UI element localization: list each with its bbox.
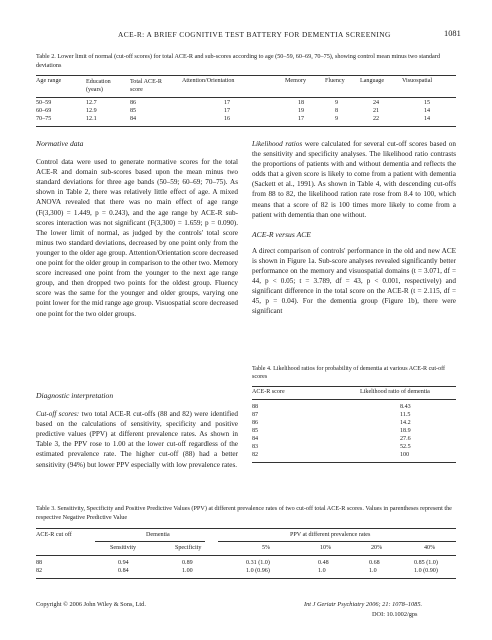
- normative-heading: Normative data: [36, 139, 84, 148]
- t3-dementia-underline: [95, 541, 205, 542]
- copyright: Copyright © 2006 John Wiley & Sons, Ltd.: [36, 601, 146, 608]
- t2-cell: 18: [298, 100, 305, 106]
- table3-mid-rule: [36, 555, 456, 556]
- lr-label: Likelihood ratios: [252, 140, 303, 148]
- t4-h-lr: Likelihood ratio of dementia: [360, 389, 430, 395]
- t2-cell: 12.1: [86, 116, 97, 122]
- t2-cell: 8: [335, 108, 339, 114]
- diagnostic-paragraph: [36, 409, 238, 470]
- journal-citation: Int J Geriatr Psychiatry 2006; 21: 1078–1085.: [304, 601, 423, 608]
- t2-cell: 21: [373, 108, 380, 114]
- t4-cell: 8.43: [400, 404, 411, 410]
- table2-caption: Table 2. Lower limit of normal (cut-off scores) for total ACE-R and sub-scores according to age (50–59, 60–69, 70–75), showing control mean minus two standard deviations: [36, 53, 440, 69]
- t3-ppv-underline: [218, 541, 456, 542]
- t3-cell: 1.0 (0.96): [246, 568, 270, 574]
- t2-cell: 15: [424, 100, 431, 106]
- t2-cell: 17: [224, 100, 231, 106]
- t3-cell: 0.48: [318, 560, 329, 566]
- t4-cell: 27.6: [400, 436, 411, 442]
- t3-h-10: 10%: [320, 545, 332, 551]
- versus-paragraph: A direct comparison of controls' performance in the old and new ACE is shown in Figure 1a. Sub-score analyses revealed significantly better performance on the memory and visuospatial domains (t = 3.071, df = 44, p < 0.05; t = 3.789, df = 43, p < 0.001, respectively) and significant difference in the total score on the ACE-R (t = 2.115, df = 45, p = 0.04). For the dementia group (Figure 1b), there were significant: [252, 246, 456, 316]
- t2-cell: 24: [373, 100, 380, 106]
- diagnostic-text: two total ACE-R cut-offs (88 and 82) were identified based on the calculations of sensitivity, specificity and positive predictive values (PPV) at different prevalence rates. As shown in Table 3, the PPV rose to 1.00 at the lower cut-off regardless of the estimated prevalence rate. The higher cut-off (88) had a better sensitivity (94%) but lower PPV especially with low prevalence rates.: [36, 410, 238, 469]
- t3-cell: 88: [36, 560, 43, 566]
- t3-h-ppv: PPV at different prevalence rates: [290, 532, 371, 538]
- t2-h-edu: Education (years): [86, 79, 111, 93]
- t2-h-age: Age range: [36, 78, 62, 84]
- t3-cell: 1.0 (0.90): [414, 568, 438, 574]
- table4-bottom-rule: [252, 462, 456, 463]
- t3-cell: 1.00: [182, 568, 193, 574]
- t3-cell: 1.0: [369, 568, 377, 574]
- t2-cell: 14: [424, 108, 431, 114]
- t2-cell: 9: [335, 116, 339, 122]
- page-number: 1081: [444, 29, 461, 38]
- table4-caption: Table 4. Likelihood ratios for probability of dementia at various ACE-R cut-off scores: [252, 366, 446, 380]
- t3-cell: 0.89: [182, 560, 193, 566]
- t3-h-40: 40%: [424, 545, 436, 551]
- t2-cell: 19: [298, 108, 305, 114]
- t2-h-attn: Attention/Orientation: [182, 78, 235, 84]
- t3-h-20: 20%: [371, 545, 383, 551]
- t2-h-visuo: Visuospatial: [402, 78, 433, 84]
- t2-cell: 9: [335, 100, 339, 106]
- t2-cell: 84: [130, 116, 137, 122]
- normative-paragraph: Control data were used to generate normative scores for the total ACE-R and domain sub-scores based upon the mean minus two standard deviations for three age bands (50–59; 60–69; 70–75). As shown in Table 2, there was relatively little effect of age. A mixed ANOVA revealed that there was no main effect of age range (F(3,300) = 1.449, p = 0.243), and the age range by ACE-R sub-scores interaction was not significant (F(3,300) = 1.659; p = 0.090). The lower limit of normal, as judged by the controls' total score minus two standard deviations, decreased by one point only from the younger to the older age group. Attention/Orientation score decreased one point for the older group in comparison to the other two. Memory score increased one point from the younger to the next age range group, and then dropped two points for the oldest group. Fluency score was the same for the younger and older groups, varying one point lower for the mid range age group. Visuospatial score decreased one point for the two older groups.: [36, 158, 238, 318]
- table3-caption: Table 3. Sensitivity, Specificity and Positive Predictive Values (PPV) at different prevalence rates of two cut-off total ACE-R scores. Values in parentheses represent the respective Negative Predictive Value: [36, 505, 452, 521]
- t4-h-score: ACE-R score: [252, 389, 285, 395]
- t2-h-language: Language: [360, 78, 385, 84]
- versus-heading: ACE-R versus ACE: [252, 229, 311, 239]
- t3-cell: 1.0: [318, 568, 326, 574]
- t3-cell: 0.84: [118, 568, 129, 574]
- t2-cell: 17: [298, 116, 305, 122]
- doi: DOI: 10.1002/gps: [372, 611, 418, 618]
- t4-cell: 88: [252, 404, 259, 410]
- t4-cell: 87: [252, 412, 259, 418]
- t3-h-spec: Specificity: [175, 545, 202, 551]
- t3-h-sens: Sensitivity: [110, 545, 137, 551]
- t4-cell: 82: [252, 452, 259, 458]
- t3-cell: 0.31 (1.0): [246, 560, 270, 566]
- t3-cell: 0.94: [118, 560, 129, 566]
- t4-cell: 14.2: [400, 420, 411, 426]
- t4-cell: 11.5: [400, 412, 411, 418]
- t2-cell: 70–75: [36, 116, 52, 122]
- table2-top-rule: [36, 75, 456, 76]
- diagnostic-heading: Diagnostic interpretation: [36, 391, 114, 400]
- t4-cell: 86: [252, 420, 259, 426]
- table2-mid-rule: [36, 97, 456, 98]
- table3-top-rule: [36, 528, 456, 529]
- t2-cell: 60–69: [36, 108, 52, 114]
- t4-cell: 100: [400, 452, 410, 458]
- t2-cell: 22: [373, 116, 380, 122]
- t2-cell: 50–59: [36, 100, 52, 106]
- right-column: [252, 139, 456, 317]
- t2-cell: 14: [424, 116, 431, 122]
- lr-text: were calculated for several cut-off scores based on the sensitivity and specificity analyses. The likelihood ratio contrasts the proportions of patients with and without dementia and reflects the odds that a given score is likely to come from a patient with dementia (Sackett et al., 1991). As shown in Table 4, with descending cut-offs from 88 to 82, the likelihood ration rate rose from 8.4 to 100, which means that a score of 82 is 100 times more likely to come from a patient with dementia than one without.: [252, 140, 456, 219]
- table4-mid-rule: [252, 399, 456, 400]
- t4-cell: 18.9: [400, 428, 411, 434]
- t2-cell: 86: [130, 100, 137, 106]
- t4-cell: 83: [252, 444, 259, 450]
- t2-h-total: Total ACE-R score: [130, 79, 162, 93]
- t2-h-memory: Memory: [285, 78, 306, 84]
- t2-cell: 12.9: [86, 108, 97, 114]
- cutoff-label: Cut-off scores:: [36, 410, 80, 419]
- t2-h-fluency: Fluency: [325, 78, 345, 84]
- t4-cell: 85: [252, 428, 259, 434]
- table4-top-rule: [252, 386, 456, 387]
- t3-h-dementia: Dementia: [146, 532, 170, 538]
- t2-cell: 16: [224, 116, 231, 122]
- t3-h-cutoff: ACE-R cut off: [36, 532, 72, 538]
- t3-h-5: 5%: [262, 545, 271, 551]
- t3-cell: 0.85 (1.0): [414, 560, 438, 566]
- t3-cell: 82: [36, 568, 43, 574]
- table2-bottom-rule: [36, 126, 456, 127]
- t4-cell: 84: [252, 436, 259, 442]
- t4-cell: 52.5: [400, 444, 411, 450]
- t2-cell: 12.7: [86, 100, 97, 106]
- left-column: [36, 139, 238, 319]
- t2-cell: 85: [130, 108, 137, 114]
- diagnostic-section: [36, 391, 238, 470]
- t2-cell: 17: [224, 108, 231, 114]
- t3-cell: 0.68: [369, 560, 380, 566]
- table3-bottom-rule: [36, 578, 456, 579]
- likelihood-paragraph: [252, 139, 456, 220]
- running-title: ACE-R: A BRIEF COGNITIVE TEST BATTERY FOR DEMENTIA SCREENING: [118, 30, 391, 39]
